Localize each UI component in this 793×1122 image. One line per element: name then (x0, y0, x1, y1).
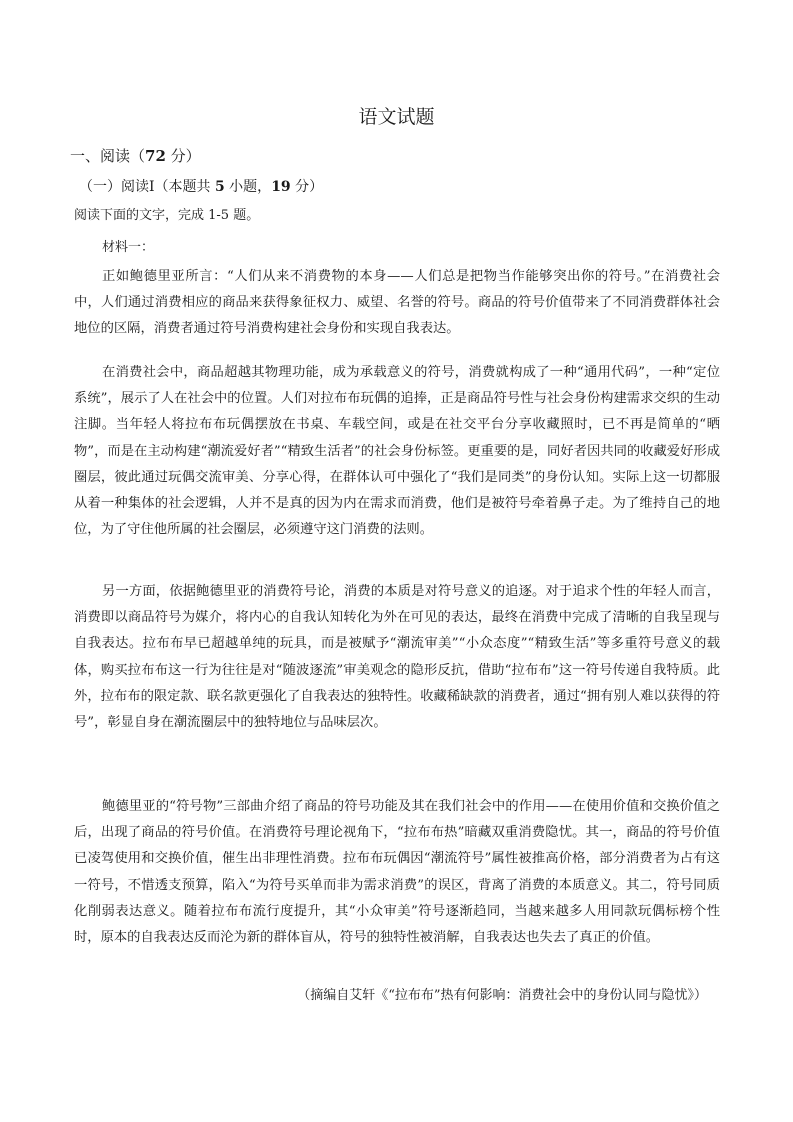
subsection-points: 19 (271, 179, 291, 195)
section-heading (70, 146, 201, 166)
source-citation: （摘编自艾轩《“拉布布”热有何影响：消费社会中的身份认同与隐忧》） (297, 988, 707, 1003)
page-title: 语文试题 (358, 106, 435, 128)
paragraph-4: 鲍德里亚的“符号物”三部曲介绍了商品的符号功能及其在我们社会中的作用——在使用价值和交换价值之后，出现了商品的符号价值。在消费符号理论视角下，“拉布布热”暗藏双重消费隐忧。其一，商品的符号价值已凌驾使用和交换价值，催生出非理性消费。拉布布玩偶因“潮流符号”属性被推高价格，部分消费者为占有这一符号，不惜透支预算，陷入“为符号买单而非为需求消费”的误区，背离了消费的本质意义。其二，符号同质化削弱表达意义。随着拉布布流行度提升，其“小众审美”符号逐渐趋同，当越来越多人用同款玩偶标榜个性时，原本的自我表达反而沦为新的群体盲从，符号的独特性被消解，自我表达也失去了真正的价值。 (74, 799, 720, 946)
subsection-heading-part2: 小题， (224, 179, 272, 195)
reading-instruction: 阅读下面的文字，完成 1-5 题。 (74, 208, 260, 223)
subsection-heading-part1: （一）阅读Ⅰ（本题共 (79, 179, 215, 195)
section-points: 72 (145, 147, 166, 165)
section-heading-prefix: 一、阅读（ (70, 147, 146, 165)
material-label: 材料一： (102, 240, 155, 255)
paragraph-3: 另一方面，依据鲍德里亚的消费符号论，消费的本质是对符号意义的追逐。对于追求个性的年轻人而言，消费即以商品符号为媒介，将内心的自我认知转化为外在可见的表达，最终在消费中完成了清晰的自我呈现与自我表达。拉布布早已超越单纯的玩具，而是被赋予“潮流审美”“小众态度”“精致生活”等多重符号意义的载体，购买拉布布这一行为往往是对“随波逐流”审美观念的隐形反抗，借助“拉布布”这一符号传递自我特质。此外，拉布布的限定款、联名款更强化了自我表达的独特性。收藏稀缺款的消费者，通过“拥有别人难以获得的符号”，彰显自身在潮流圈层中的独特地位与品味层次。 (74, 584, 720, 731)
paragraph-1: 正如鲍德里亚所言：“人们从来不消费物的本身——人们总是把物当作能够突出你的符号。”在消费社会中，人们通过消费相应的商品来获得象征权力、威望、名誉的符号。商品的符号价值带来了不同消费群体社会地位的区隔，消费者通过符号消费构建社会身份和实现自我表达。 (74, 269, 720, 337)
section-heading-suffix: 分） (165, 147, 201, 165)
paragraph-2: 在消费社会中，商品超越其物理功能，成为承载意义的符号，消费就构成了一种“通用代码”，一种“定位系统”，展示了人在社会中的位置。人们对拉布布玩偶的追捧，正是商品符号性与社会身份构建需求交织的生动注脚。当年轻人将拉布布玩偶摆放在书桌、车载空间，或是在社交平台分享收藏照时，已不再是简单的“晒物”，而是在主动构建“潮流爱好者”“精致生活者”的社会身份标签。更重要的是，同好者因共同的收藏爱好形成圈层，彼此通过玩偶交流审美、分享心得，在群体认可中强化了“我们是同类”的身份认知。实际上这一切都服从着一种集体的社会逻辑，人并不是真的因为内在需求而消费，他们是被符号牵着鼻子走。为了维持自己的地位，为了守住他所属的社会圈层，必须遵守这门消费的法则。 (74, 365, 720, 538)
subsection-heading-part3: 分） (290, 179, 324, 195)
question-count: 5 (214, 179, 225, 195)
subsection-heading (79, 177, 323, 197)
